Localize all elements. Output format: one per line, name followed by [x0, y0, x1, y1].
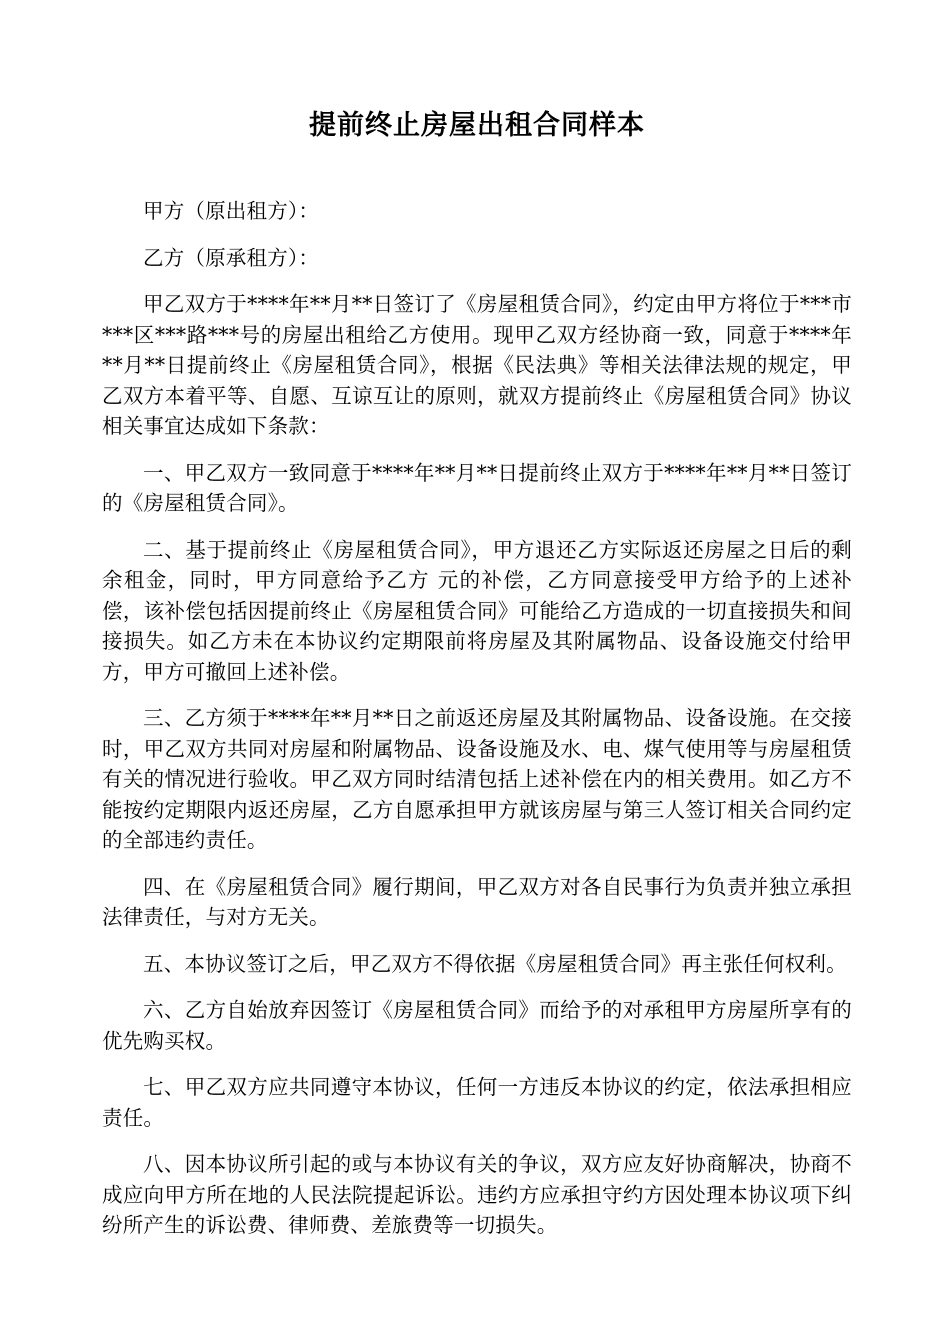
clause-6: 六、乙方自始放弃因签订《房屋租赁合同》而给予的对承租甲方房屋所享有的优先购买权。	[102, 998, 852, 1053]
party-b-line: 乙方（原承租方）：	[143, 245, 320, 270]
party-a-line: 甲方（原出租方）：	[143, 199, 320, 223]
document-title: 提前终止房屋出租合同样本	[309, 110, 645, 141]
clause-3: 三、乙方须于****年**月**日之前返还房屋及其附属物品、设备设施。在交接时，甲乙双方共同对房屋和附属物品、设备设施及水、电、煤气使用等与房屋租赁有关的情况进行验收。甲乙双方同时结清包括上述补偿在内的相关费用。如乙方不能按约定期限内返还房屋，乙方自愿承担甲方就该房屋与第三人签订相关合同约定的全部违约责任。	[102, 706, 852, 852]
clause-8: 八、因本协议所引起的或与本协议有关的争议，双方应友好协商解决，协商不成应向甲方所在地的人民法院提起诉讼。违约方应承担守约方因处理本协议项下纠纷所产生的诉讼费、律师费、差旅费等一切损失。	[102, 1152, 852, 1237]
clause-4: 四、在《房屋租赁合同》履行期间，甲乙双方对各自民事行为负责并独立承担法律责任，与对方无关。	[102, 874, 852, 929]
preamble-paragraph: 甲乙双方于****年**月**日签订了《房屋租赁合同》，约定由甲方将位于***市***区***路***号的房屋出租给乙方使用。现甲乙双方经协商一致，同意于****年**月**日提前终止《房屋租赁合同》，根据《民法典》等相关法律法规的规定，甲乙双方本着平等、自愿、互谅互让的原则，就双方提前终止《房屋租赁合同》协议相关事宜达成如下条款：	[102, 292, 852, 438]
document-body	[102, 196, 852, 1257]
document-page	[102, 0, 852, 1344]
clause-5: 五、本协议签订之后，甲乙双方不得依据《房屋租赁合同》再主张任何权利。	[143, 951, 847, 976]
clause-1: 一、甲乙双方一致同意于****年**月**日提前终止双方于****年**月**日签订的《房屋租赁合同》。	[102, 460, 852, 515]
clause-7: 七、甲乙双方应共同遵守本协议，任何一方违反本协议的约定，依法承担相应责任。	[102, 1075, 852, 1130]
clause-2: 二、基于提前终止《房屋租赁合同》，甲方退还乙方实际返还房屋之日后的剩余租金，同时，甲方同意给予乙方 元的补偿，乙方同意接受甲方给予的上述补偿，该补偿包括因提前终止《房屋租赁合同》可能给乙方造成的一切直接损失和间接损失。如乙方未在本协议约定期限前将房屋及其附属物品、设备设施交付给甲方，甲方可撤回上述补偿。	[102, 537, 852, 684]
